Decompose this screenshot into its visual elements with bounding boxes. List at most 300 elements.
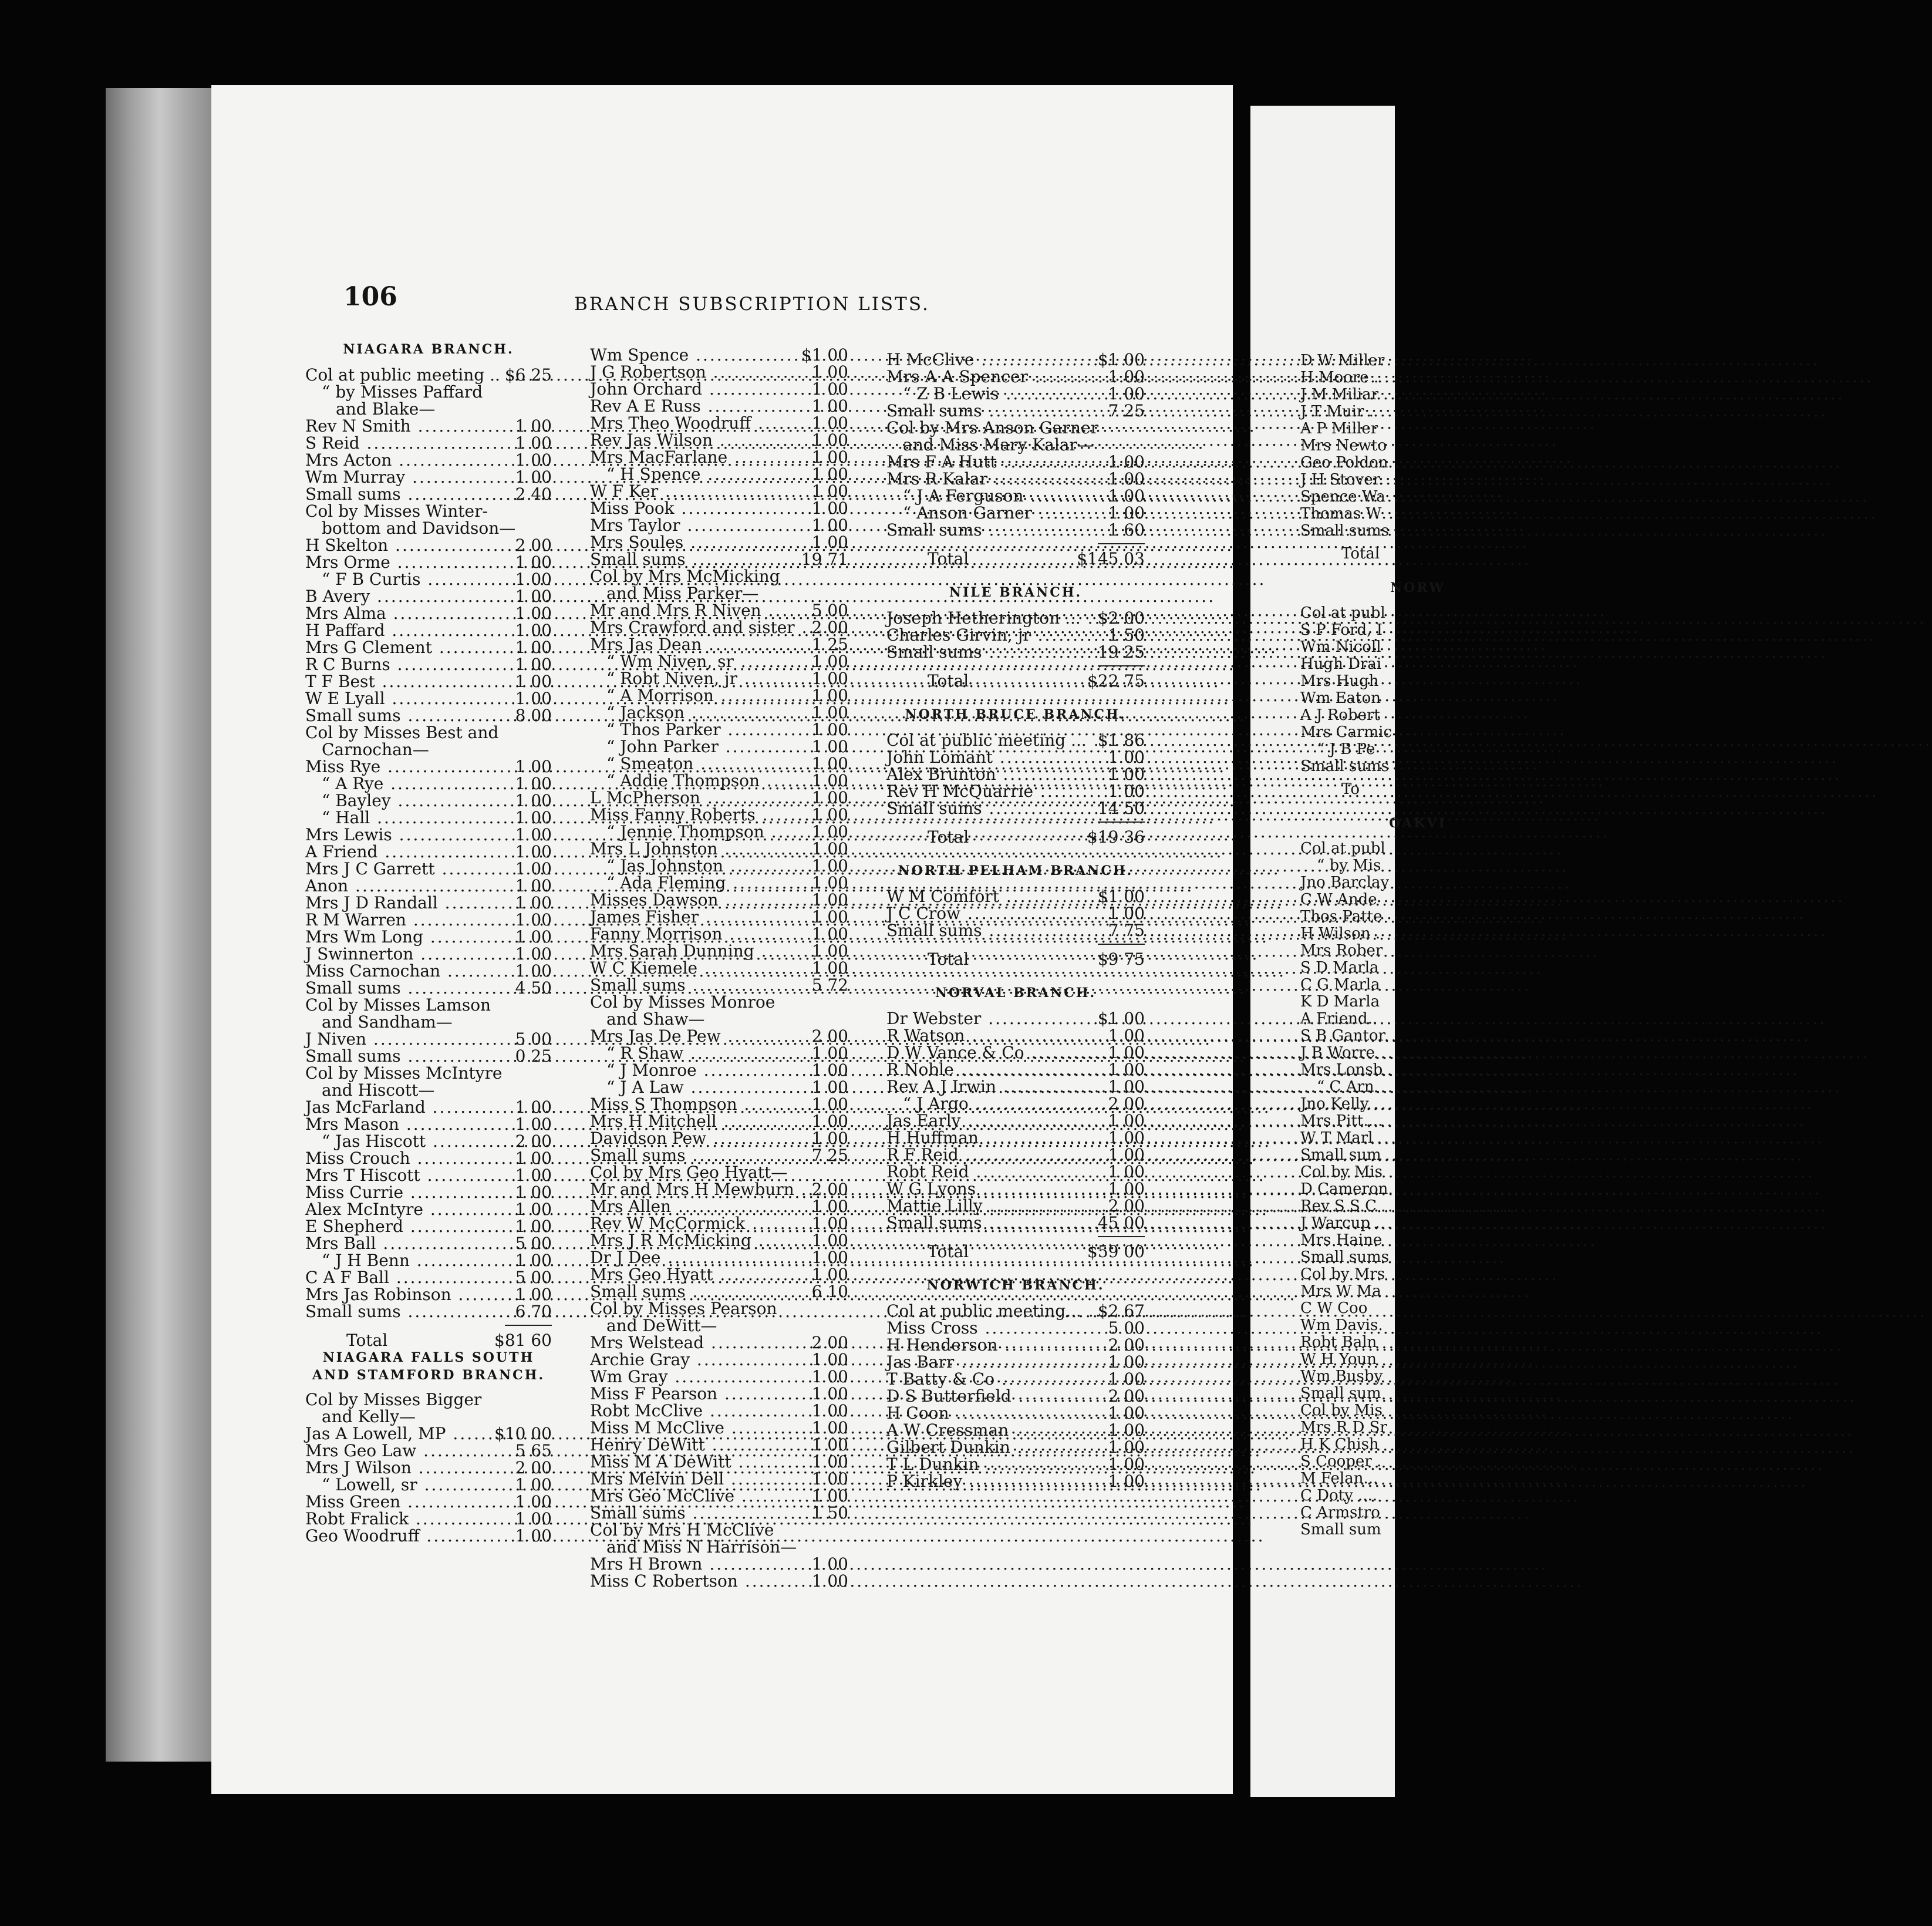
book-page-edges: [106, 88, 214, 1762]
amount: 1 50: [811, 1503, 848, 1523]
amount: 7 75: [1108, 921, 1145, 940]
subscriber-name: Jas A Lowell, MP .....: [305, 1425, 505, 1442]
amount: 1 00: [515, 808, 552, 827]
amount: 1 00: [811, 686, 848, 705]
subscription-row: [886, 402, 1145, 419]
amount: 1 00: [1108, 367, 1145, 386]
amount: 1 00: [1108, 486, 1145, 506]
amount: 1 00: [515, 655, 552, 674]
subscriber-name: Mrs Mason .....: [305, 1116, 505, 1133]
subscription-row: [590, 1062, 848, 1079]
subscriber-name: J M Miliar: [1300, 386, 1379, 403]
subscription-row: [886, 1319, 1145, 1336]
subscription-row: [305, 962, 552, 979]
amount: 1 00: [515, 672, 552, 691]
subscriber-name: Mrs Hugh: [1300, 672, 1379, 690]
subscription-row: [305, 877, 552, 894]
branch-heading: NORVAL BRANCH.: [935, 985, 1097, 1001]
subscriber-name: Wm Eaton: [1300, 689, 1381, 707]
amount: 1 00: [515, 791, 552, 810]
subscriber-name: Small sum: [1300, 1146, 1381, 1164]
amount: 2 00: [515, 1132, 552, 1151]
subscription-row: [590, 925, 848, 942]
subscriber-name: Small sums .....: [590, 1147, 801, 1164]
amount: 5 00: [1108, 1318, 1145, 1338]
subscriber-name: S P Ford, I: [1300, 621, 1383, 639]
subscription-row: [590, 1521, 848, 1538]
subscriber-name: James Fisher .....: [590, 908, 801, 925]
amount: 1 00: [811, 447, 848, 467]
subscription-row: [590, 1470, 848, 1487]
subscription-row: [305, 366, 552, 383]
subscription-row: [305, 741, 552, 758]
subscription-row: [886, 1422, 1145, 1439]
amount: 1 00: [811, 1197, 848, 1216]
subscription-row: [305, 486, 552, 503]
subscriber-name: Anon .....: [305, 877, 505, 894]
amount: $2 00: [1097, 608, 1145, 628]
subscriber-name: H Coon .....: [886, 1405, 1098, 1422]
subscription-row: [886, 644, 1145, 661]
amount: 14 50: [1097, 799, 1145, 818]
amount: 19 71: [801, 550, 848, 569]
subscription-row: [305, 639, 552, 656]
subscriber-name: W M Comfort .....: [886, 888, 1098, 905]
subscription-row: [305, 383, 552, 400]
subscription-row: [886, 1044, 1145, 1061]
amount: 1 00: [1108, 1437, 1145, 1457]
subscriber-name: Gilbert Dunkin .....: [886, 1439, 1098, 1456]
amount: 2 00: [811, 618, 848, 637]
subscription-row: [1300, 1521, 1535, 1538]
amount: 1 00: [515, 689, 552, 708]
amount: 1 00: [1108, 1145, 1145, 1164]
amount: 7 25: [1108, 401, 1145, 420]
subscription-row: [305, 1013, 552, 1031]
amount: 1 00: [811, 856, 848, 876]
subscription-row: [305, 1476, 552, 1493]
subscriber-name: Wm Busby: [1300, 1368, 1383, 1385]
subscriber-name: Henry DeWitt .....: [590, 1436, 801, 1453]
amount: 1 00: [1108, 1077, 1145, 1096]
amount: 1 00: [515, 961, 552, 981]
subscription-row: [305, 1184, 552, 1201]
subscriber-name: Charles Girvin, jr .....: [886, 627, 1098, 644]
amount: $1 00: [1097, 1009, 1145, 1028]
subscriber-name: C A F Ball .....: [305, 1269, 505, 1286]
subscription-row: [886, 766, 1145, 783]
subscriber-name: Rev Jas Wilson .....: [590, 432, 801, 449]
subscriber-name: Mrs R Kalar .....: [886, 470, 1098, 487]
amount: 1 00: [515, 893, 552, 913]
subscriber-name: “ J B Pe: [1317, 740, 1375, 758]
subscription-row: [590, 687, 848, 704]
amount: 1 00: [515, 450, 552, 470]
amount: 1 00: [515, 876, 552, 895]
subscriber-name: C G Marla: [1300, 976, 1380, 994]
subscriber-name: Mrs Lewis .....: [305, 826, 505, 843]
subscription-row: [305, 1116, 552, 1133]
subscriber-name: Jno Barclay: [1300, 874, 1390, 891]
amount: 1 00: [811, 958, 848, 978]
total-label: Total: [928, 549, 969, 568]
subscriber-name: H Henderson .....: [886, 1336, 1098, 1353]
total-label: Total: [928, 1242, 969, 1261]
amount: 5 00: [515, 1234, 552, 1253]
subscriber-name: Mrs J Wilson .....: [305, 1459, 505, 1476]
subscription-row: [886, 1371, 1145, 1388]
amount: 1 00: [515, 638, 552, 657]
amount: 1 00: [811, 1350, 848, 1369]
subscription-row: [886, 783, 1145, 800]
amount: 1 00: [811, 805, 848, 824]
amount: 1 00: [1108, 765, 1145, 784]
subscriber-name: Geo Poldon: [1300, 454, 1388, 472]
subscriber-name: B Avery .....: [305, 588, 505, 605]
subscriber-name: Mrs Orme .....: [305, 554, 505, 571]
amount: 1 00: [811, 499, 848, 518]
subscriber-name: D W Miller: [1300, 352, 1385, 369]
subscriber-name: Mrs Soules .....: [590, 534, 801, 551]
subscriber-name: Mr and Mrs H Mewburn .....: [590, 1181, 801, 1198]
amount: 1 00: [811, 1486, 848, 1506]
subscriber-name: Col by Mrs McMicking: [590, 567, 780, 586]
amount: 5 72: [811, 975, 848, 995]
amount: 1 00: [811, 413, 848, 433]
subscription-row: [886, 627, 1145, 644]
subscriber-name: Mrs Alma .....: [305, 605, 505, 622]
subscriber-name: A J Robert: [1300, 706, 1380, 724]
subscriber-name: Mr and Mrs R Niven .....: [590, 602, 801, 619]
amount: 1 00: [515, 1526, 552, 1545]
amount: 1 00: [811, 1401, 848, 1420]
subscriber-name: Col by Mrs: [1300, 1265, 1385, 1283]
subscription-row: [590, 738, 848, 755]
subscriber-name: J G Robertson .....: [590, 363, 801, 381]
amount: 2 00: [1108, 1094, 1145, 1113]
subscriber-name: “ J H Benn .....: [305, 1252, 505, 1269]
subscription-row: [590, 1113, 848, 1130]
subscriber-name: “ R Shaw .....: [590, 1045, 801, 1062]
branch-heading: NIAGARA BRANCH.: [343, 342, 514, 357]
amount: 1 00: [811, 1418, 848, 1437]
subscriber-name: Miss Currie .....: [305, 1184, 505, 1201]
subscriber-name: Mrs H Brown .....: [590, 1555, 801, 1573]
subscription-row: [305, 911, 552, 928]
subscriber-name: J H Stover.: [1300, 471, 1384, 489]
subscriber-name: Small sums .....: [886, 402, 1098, 419]
subscription-row: [305, 1150, 552, 1167]
amount: 5 65: [515, 1441, 552, 1460]
subscriber-name: Mrs MacFarlane .....: [590, 449, 801, 466]
subscription-row: [590, 500, 848, 517]
subscriber-name: Dr J Dee .....: [590, 1249, 801, 1266]
amount: $1 00: [1097, 887, 1145, 906]
total-label: Total: [1341, 545, 1380, 563]
subscription-row: [590, 1504, 848, 1521]
subscriber-name: “ J A Ferguson .....: [886, 487, 1098, 504]
subscriber-name: Thos Patte: [1300, 908, 1383, 925]
subscriber-name: S Cooper .: [1300, 1453, 1382, 1470]
amount: 1 00: [1108, 1111, 1145, 1130]
subscriber-name: “ C Arn: [1317, 1078, 1374, 1096]
amount: 1 00: [1108, 384, 1145, 403]
subscription-row: [886, 1473, 1145, 1490]
amount: $2 67: [1097, 1301, 1145, 1321]
subscriber-name: Col by Misses Best and: [305, 723, 499, 742]
column-3: [886, 351, 1145, 1490]
subscriber-name: D Cameron: [1300, 1180, 1388, 1198]
subscription-row: [886, 1302, 1145, 1319]
amount: 1 00: [811, 873, 848, 893]
subscription-row: [886, 1180, 1145, 1197]
subscriber-name: Mrs L Johnston .....: [590, 840, 801, 857]
subscriber-name: W C Kiemele .....: [590, 959, 801, 977]
amount: 1 00: [515, 1492, 552, 1511]
subscriber-name: Mrs Melvin Dell .....: [590, 1470, 801, 1487]
total-rule: [1098, 543, 1145, 544]
amount: 1 00: [811, 379, 848, 399]
subscriber-name: Rev A E Russ .....: [590, 398, 801, 415]
amount: 2 00: [1108, 1386, 1145, 1406]
subscription-row: [590, 449, 848, 466]
amount: 1 00: [515, 1217, 552, 1236]
subscriber-name: J Swinnerton .....: [305, 945, 505, 962]
amount: 6 70: [515, 1302, 552, 1321]
amount: 1 00: [811, 1078, 848, 1097]
column-1: [305, 339, 552, 1544]
amount: 1 00: [515, 621, 552, 640]
subscription-row: [886, 1353, 1145, 1371]
total-row: [886, 672, 1145, 689]
subscription-row: [305, 826, 552, 843]
subscriber-name: J C Crow .....: [886, 905, 1098, 922]
subscription-row: [590, 1402, 848, 1419]
amount: 1 00: [515, 467, 552, 487]
subscriber-name: Small sums: [1300, 757, 1389, 775]
subscription-row: [590, 1317, 848, 1334]
branch-heading: NORTH BRUCE BRANCH.: [905, 707, 1127, 722]
amount: 2 00: [515, 536, 552, 555]
subscriber-name: Wm Spence .....: [590, 346, 801, 363]
subscriber-name: Mrs Sarah Dunning .....: [590, 942, 801, 959]
subscriber-name: “ Ada Fleming .....: [590, 874, 801, 891]
subscriber-name: H McClive .....: [886, 351, 1098, 368]
subscriber-name: Col by Misses McIntyre: [305, 1063, 503, 1083]
subscriber-name: “ J A Law .....: [590, 1079, 801, 1096]
subscription-row: [305, 1442, 552, 1459]
subscription-row: [590, 1028, 848, 1045]
subscriber-name: Mrs Welstead .....: [590, 1334, 801, 1351]
subscriber-name: Mrs A A Spencer .....: [886, 368, 1098, 385]
amount: 1 00: [515, 774, 552, 793]
subscriber-name: and Kelly—: [322, 1407, 416, 1426]
subscriber-name: Jas McFarland .....: [305, 1099, 505, 1116]
subscriber-name: Mrs Crawford and sister .....: [590, 619, 801, 636]
subscriber-name: bottom and Davidson—: [322, 518, 516, 538]
subscription-row: [590, 1453, 848, 1470]
total-row: [886, 951, 1145, 968]
subscriber-name: Robt Reid .....: [886, 1163, 1098, 1180]
subscriber-name: Mrs Jas Dean .....: [590, 636, 801, 653]
subscription-row: [305, 1527, 552, 1544]
amount: 1 00: [515, 604, 552, 623]
total-amount: $59 00: [1087, 1242, 1145, 1261]
subscriber-name: Col by Misses Lamson: [305, 995, 491, 1015]
subscriber-name: “ Wm Niven, sr .....: [590, 653, 801, 670]
subscription-row: [305, 690, 552, 707]
subscriber-name: Jno Kelly .: [1300, 1095, 1379, 1113]
amount: 1 00: [811, 890, 848, 910]
amount: 1 00: [1108, 469, 1145, 489]
subscriber-name: R M Warren .....: [305, 911, 505, 928]
subscription-row: [886, 368, 1145, 385]
subscription-row: [886, 1112, 1145, 1129]
subscription-row: [590, 1419, 848, 1436]
subscriber-name: Col by Mis: [1300, 1402, 1383, 1419]
subscription-row: [590, 1096, 848, 1113]
subscription-row: [590, 874, 848, 891]
subscription-row: [886, 610, 1145, 627]
amount: 1 00: [1108, 782, 1145, 801]
branch-heading: NORW: [1390, 580, 1445, 595]
subscriber-name: Mrs Ball .....: [305, 1235, 505, 1252]
branch-heading: OAKVI: [1389, 816, 1447, 831]
subscriber-name: Hugh Drai: [1300, 655, 1382, 673]
amount: 7 25: [811, 1146, 848, 1165]
subscription-row: [590, 551, 848, 568]
subscriber-name: W T Marl: [1300, 1129, 1373, 1147]
subscription-row: [886, 1061, 1145, 1078]
subscription-row: [886, 732, 1145, 749]
subscriber-name: Mrs Rober: [1300, 942, 1383, 959]
amount: 1 00: [515, 927, 552, 947]
subscription-row: [590, 857, 848, 874]
subscriber-name: “ Thos Parker .....: [590, 721, 801, 738]
subscriber-name: Jas Barr .....: [886, 1353, 1098, 1371]
subscriber-name: Col by Mrs Geo Hyatt—: [590, 1163, 788, 1182]
amount: 8 00: [515, 706, 552, 725]
branch-heading: NIAGARA FALLS SOUTH AND STAMFORD BRANCH.: [312, 1350, 545, 1383]
subscriber-name: Rev S S C: [1300, 1197, 1377, 1215]
subscriber-name: L McPherson .....: [590, 789, 801, 806]
amount: 1 00: [811, 1554, 848, 1574]
subscription-row: [305, 520, 552, 537]
subscription-row: [590, 721, 848, 738]
subscription-row: [886, 749, 1145, 766]
subscription-row: [590, 1538, 848, 1555]
amount: 1 00: [1108, 1420, 1145, 1440]
total-amount: $22 75: [1087, 671, 1145, 691]
subscription-row: [590, 568, 848, 585]
amount: 1 00: [515, 910, 552, 930]
subscription-row: [590, 534, 848, 551]
subscriber-name: “ Robt Niven, jr .....: [590, 670, 801, 687]
subscriber-name: “ Jas Johnston .....: [590, 857, 801, 874]
total-label: Total: [346, 1331, 388, 1350]
subscriber-name: E Shepherd .....: [305, 1218, 505, 1235]
subscription-row: [590, 670, 848, 687]
amount: 1 00: [515, 1166, 552, 1185]
subscriber-name: “ Hall .....: [305, 809, 505, 826]
subscriber-name: A Friend..: [1300, 1010, 1378, 1028]
subscription-row: [305, 622, 552, 639]
amount: 1 00: [515, 1114, 552, 1134]
total-rule: [1098, 821, 1145, 823]
subscription-row: [590, 1385, 848, 1402]
subscriber-name: Col at publ: [1300, 840, 1385, 857]
total-rule: [1098, 944, 1145, 945]
subscriber-name: “ by Misses Paffard: [322, 382, 483, 402]
amount: 45 00: [1097, 1213, 1145, 1233]
subscription-row: [305, 452, 552, 469]
amount: 1 00: [1108, 1403, 1145, 1423]
subscription-row: [305, 554, 552, 571]
subscriber-name: S D Marla: [1300, 959, 1379, 977]
subscription-row: [590, 432, 848, 449]
amount: 1 00: [1108, 1179, 1145, 1198]
subscription-row: [886, 436, 1145, 453]
branch-heading: NORWICH BRANCH.: [926, 1278, 1105, 1293]
subscription-row: [590, 891, 848, 908]
subscription-row: [590, 1147, 848, 1164]
subscriber-name: Mrs Haine: [1300, 1231, 1383, 1249]
amount: 1 00: [811, 1043, 848, 1063]
subscriber-name: and Miss Mary Kalar—: [903, 435, 1094, 454]
subscriber-name: Mrs R D Sr: [1300, 1419, 1387, 1436]
subscriber-name: “ J Monroe .....: [590, 1062, 801, 1079]
subscription-row: [590, 755, 848, 772]
subscription-row: [590, 806, 848, 823]
subscriber-name: Mrs Jas De Pew .....: [590, 1028, 801, 1045]
subscription-row: [886, 1163, 1145, 1180]
subscription-row: [886, 487, 1145, 504]
column-2: [590, 346, 848, 1590]
amount: 1 00: [811, 1112, 848, 1131]
subscriber-name: “ Jackson .....: [590, 704, 801, 721]
total-amount: $9 75: [1097, 949, 1145, 969]
subscriber-name: Robt Baln: [1300, 1334, 1377, 1351]
subscription-row: [305, 571, 552, 588]
amount: 1 00: [811, 652, 848, 671]
amount: 1 00: [811, 1214, 848, 1233]
subscriber-name: H Wilson .: [1300, 925, 1381, 942]
subscriber-name: S B Gantor: [1300, 1027, 1385, 1045]
subscription-row: [886, 1078, 1145, 1095]
subscription-row: [305, 417, 552, 435]
amount: $1 00: [1097, 350, 1145, 369]
amount: 1 00: [515, 570, 552, 589]
subscriber-name: W E Lyall .....: [305, 690, 505, 707]
subscriber-name: T Batty & Co .....: [886, 1371, 1098, 1388]
subscription-row: [590, 398, 848, 415]
subscription-row: [305, 1303, 552, 1320]
amount: $10 00: [494, 1424, 552, 1443]
subscriber-name: Alex Brunton .....: [886, 766, 1098, 783]
subscriber-name: Alex McIntyre .....: [305, 1201, 505, 1218]
amount: 1 00: [515, 1200, 552, 1219]
subscription-row: [590, 1181, 848, 1198]
subscriber-name: Col at public meeting .. .....: [305, 366, 505, 383]
subscriber-name: Miss Rye .....: [305, 758, 505, 775]
subscriber-name: J T Muir .: [1300, 403, 1374, 420]
amount: 1 00: [811, 396, 848, 416]
subscription-row: [305, 775, 552, 792]
subscription-row: [590, 772, 848, 789]
amount: 2 00: [811, 1180, 848, 1199]
total-amount: $145 03: [1077, 549, 1145, 568]
subscriber-name: Misses Dawson .....: [590, 891, 801, 908]
